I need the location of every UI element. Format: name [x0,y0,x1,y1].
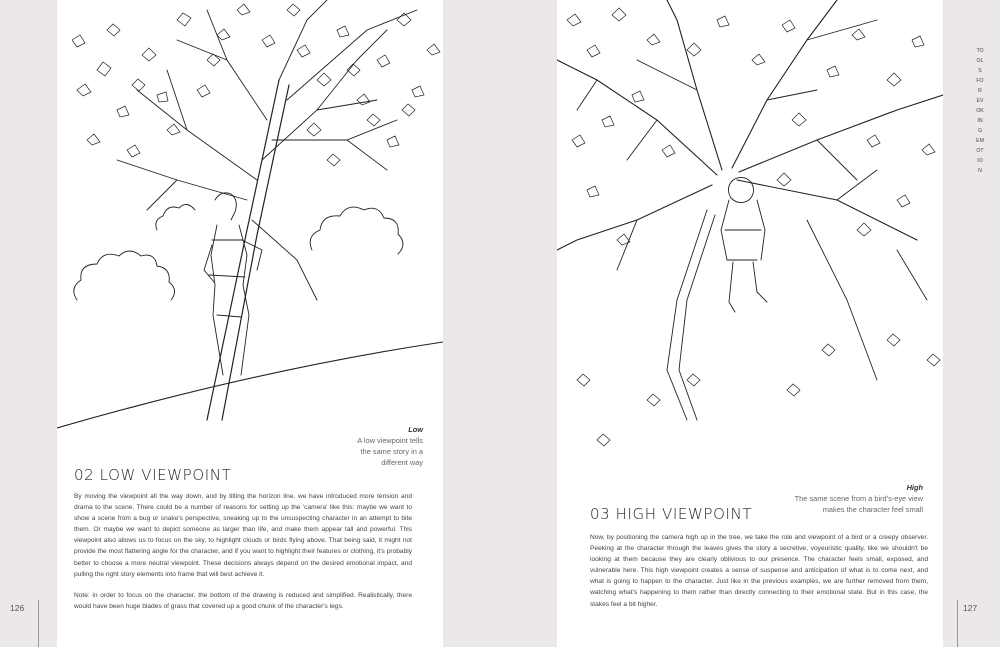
page-number-left: 126 [10,603,25,613]
low-caption-line: different way [381,458,423,467]
vertical-running-title: TOOLS FOR EVOKING EMOTION [976,48,984,174]
high-caption [787,482,923,515]
high-viewpoint-body [590,532,928,620]
gutter-rule-right [957,600,958,647]
high-caption-line: makes the character feel small [822,505,923,514]
low-viewpoint-heading: 02 LOW VIEWPOINT [74,466,232,484]
high-caption-line: The same scene from a bird's-eye view [794,494,923,503]
body-paragraph: Now, by positioning the camera high up in the tree, we take the role and viewpoint of a bird or a creepy observer. Peeking at the character through the leaves gives the story a secretive, voyeuristic quality, like we shouldn't be looking at them because they are clearly oblivious to our presence. The character feels small, exposed, and vulnerable here. This high viewpoint creates a sense of suspense and anticipation of what is to come next, and what is going to happen to the character. Just like in the previous examples, we are further removed from them, watching what's happening to them rather than directly connecting to their emotional state. But in this case, the stakes feel a bit higher. [590,534,928,608]
high-viewpoint-illustration [557,0,943,470]
low-caption-line: A low viewpoint tells [357,436,423,445]
body-paragraph: By moving the viewpoint all the way down, and by tilting the horizon line, we have introduced more tension and drama to the scene. There could be a number of reasons for setting up the 'camera' like this: maybe we want to show a scene from a bug or snake's perspective, sneaking up to the unsuspecting character in an attempt to bite them. Or maybe we want to depict someone as larger than life, and make them appear tall and powerful. This viewpoint also allows us to focus on the sky, to highlight clouds or birds flying above. That being said, it might not provide the most flattering angle for the character, and if you want to highlight their features or clothing, it's probably better to choose a more neutral viewpoint. These decisions always depend on the desired emotional impact, and pulling the right story elements into frame that will best achieve it. [74,493,412,578]
low-viewpoint-illustration [57,0,443,430]
page-number-right: 127 [963,603,978,613]
low-caption-label: Low [408,425,423,434]
right-page [557,0,943,647]
left-page [57,0,443,647]
body-paragraph: Note: in order to focus on the character, the bottom of the drawing is reduced and simplified. Realistically, there would have been huge blades of grass that covered up a good chunk of the character's legs. [74,591,412,610]
high-caption-label: High [906,483,923,492]
low-viewpoint-body [74,491,412,622]
low-caption [287,424,423,468]
high-viewpoint-heading: 03 HIGH VIEWPOINT [590,505,753,523]
gutter-rule-left [38,600,39,647]
low-caption-line: the same story in a [360,447,423,456]
